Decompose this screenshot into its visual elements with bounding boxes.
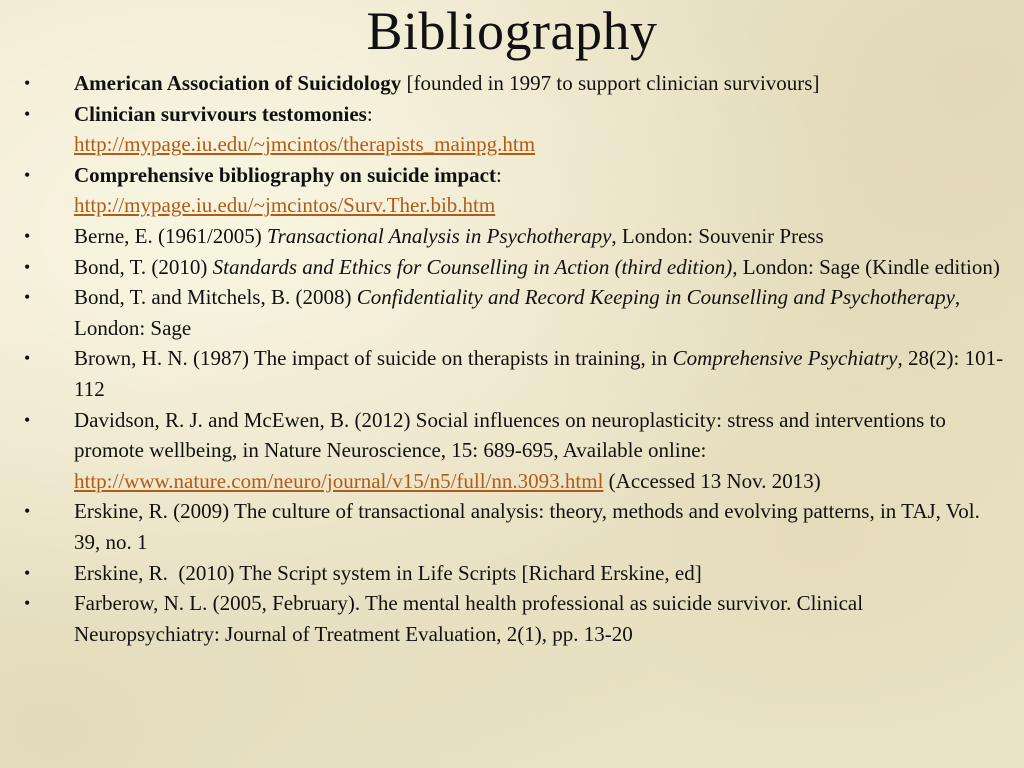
bullet-icon: •: [24, 501, 31, 522]
bullet-icon: •: [24, 164, 31, 185]
entry-text: Farberow, N. L. (2005, February). The mental health professional as suicide survivor. Clinical Neuropsychiatry: Journal of Treatment Evaluation, 2(1), pp. 13-20: [74, 591, 864, 646]
entry-title-italic: Standards and Ethics for Counselling in Action (third edition): [212, 254, 733, 279]
entry-title-bold: Clinician survivours testomonies: [74, 101, 367, 126]
bibliography-item: [18, 160, 1008, 221]
entry-title-bold: Comprehensive bibliography on suicide impact: [74, 162, 496, 187]
bullet-icon: •: [24, 562, 31, 583]
entry-text: (Accessed 13 Nov. 2013): [603, 468, 821, 493]
entry-text: Davidson, R. J. and McEwen, B. (2012) Social influences on neuroplasticity: stress and interventions to promote wellbeing, in Nature Neuroscience, 15: 689-695, Available online:: [74, 407, 946, 463]
bullet-icon: •: [24, 256, 31, 277]
slide-title: Bibliography: [366, 1, 658, 61]
bibliography-list: [18, 68, 1008, 649]
entry-text: :: [366, 101, 373, 126]
bibliography-item: [18, 496, 1008, 557]
bibliography-item: [18, 588, 1008, 649]
bullet-icon: •: [24, 225, 31, 246]
bullet-icon: •: [24, 348, 31, 369]
entry-text: Bond, T. (2010): [74, 254, 213, 279]
bibliography-item: [18, 343, 1008, 404]
bullet-icon: •: [24, 287, 31, 308]
bullet-icon: •: [24, 73, 31, 93]
entry-title-bold: American Association of Suicidology: [74, 71, 402, 95]
bibliography-item: [18, 558, 1008, 589]
entry-text: Erskine, R. (2009) The culture of transactional analysis: theory, methods and evolving patterns, in TAJ, Vol. 39, no. 1: [74, 499, 980, 554]
bibliography-item: [18, 282, 1008, 343]
bibliography-item: [18, 99, 1008, 160]
entry-title-italic: Comprehensive Psychiatry: [672, 346, 898, 371]
bibliography-item: [18, 252, 1008, 283]
entry-link[interactable]: http://mypage.iu.edu/~jmcintos/Surv.Ther.bib.htm: [74, 193, 496, 218]
bibliography-item: [18, 221, 1008, 252]
entry-text: , 28(2): 101-112: [74, 346, 1004, 401]
entry-text: , London: Souvenir Press: [611, 223, 824, 248]
entry-text: [founded in 1997 to support clinician survivours]: [401, 71, 820, 95]
entry-title-italic: Confidentiality and Record Keeping in Counselling and Psychotherapy: [356, 285, 955, 310]
bullet-icon: •: [24, 593, 31, 614]
entry-text: Berne, E. (1961/2005): [74, 223, 268, 248]
bibliography-item: [18, 405, 1008, 497]
entry-text: , London: Sage: [74, 285, 961, 340]
entry-text: Brown, H. N. (1987) The impact of suicide on therapists in training, in: [74, 346, 673, 371]
entry-text: Bond, T. and Mitchels, B. (2008): [74, 285, 357, 310]
entry-link[interactable]: http://mypage.iu.edu/~jmcintos/therapists_mainpg.htm: [74, 132, 536, 157]
entry-link[interactable]: http://www.nature.com/neuro/journal/v15/n5/full/nn.3093.html: [74, 468, 604, 493]
entry-title-italic: Transactional Analysis in Psychotherapy: [267, 223, 612, 248]
entry-text: Erskine, R. (2010) The Script system in Life Scripts [Richard Erskine, ed]: [74, 560, 702, 585]
bullet-icon: •: [24, 103, 31, 124]
entry-text: :: [496, 162, 502, 187]
bullet-icon: •: [24, 409, 31, 430]
bibliography-item: [18, 68, 1008, 99]
entry-text: , London: Sage (Kindle edition): [732, 254, 1000, 279]
